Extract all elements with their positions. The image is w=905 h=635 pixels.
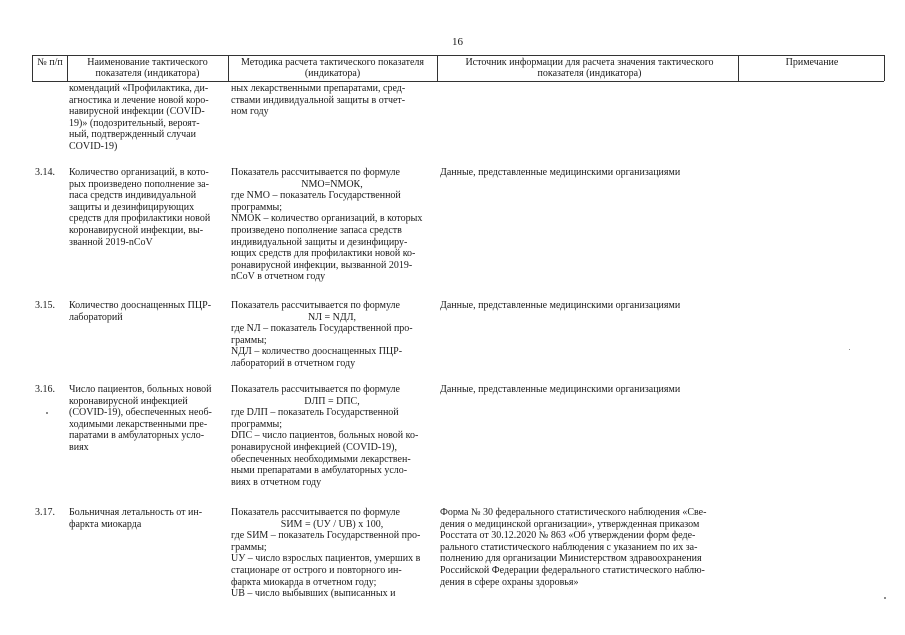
formula: SИМ = (UУ / UВ) х 100, bbox=[280, 518, 384, 530]
row-number: 3.15. bbox=[35, 300, 55, 311]
header-calculation-method: Методика расчета тактического показателя (индикатора) bbox=[240, 57, 425, 79]
header-divider bbox=[437, 55, 438, 81]
scan-speck bbox=[849, 349, 850, 350]
header-divider bbox=[738, 55, 739, 81]
formula: DЛП = DПС, bbox=[304, 395, 360, 407]
row-number: 3.17. bbox=[35, 507, 55, 518]
header-bottom-rule bbox=[32, 81, 884, 82]
row-number: 3.14. bbox=[35, 167, 55, 178]
calculation-method: Показатель рассчитывается по формуле NМО=NМОК, где NМО – показатель Государственной программы; NМОК – количество организаций, в которых произведено пополнение запаса средств индивидуальной защиты и дезинфициру- ющих средств для профилактики новой ко- ронавирусной инфекции, вызванной 2019- nCoV в отчетном году bbox=[231, 167, 433, 283]
header-top-rule bbox=[32, 55, 884, 56]
indicator-name: Число пациентов, больных новой коронавирусной инфекцией (COVID-19), обеспеченных необ- ходимыми лекарственными пре- паратами в амбулаторных усло- виях bbox=[69, 384, 212, 453]
continuation-calculation-method: ных лекарственными препаратами, сред- ствами индивидуальной защиты в отчет- ном году bbox=[231, 83, 406, 118]
calculation-method: Показатель рассчитывается по формуле NЛ = NДЛ, где NЛ – показатель Государственной про- граммы; NДЛ – количество дооснащенных ПЦР- лабораторий в отчетном году bbox=[231, 300, 433, 370]
information-source: Данные, представленные медицинскими организациями bbox=[440, 167, 681, 178]
page-number: 16 bbox=[452, 36, 463, 48]
indicator-name: Количество дооснащенных ПЦР- лабораторий bbox=[69, 300, 212, 323]
header-divider bbox=[67, 55, 68, 81]
formula: NЛ = NДЛ, bbox=[308, 311, 356, 323]
continuation-indicator-name: комендаций «Профилактика, ди- агностика и лечение новой коро- навирусной инфекции (COVID- 19)» (подозрительный, вероят- ный, подтвержденный случаи COVID-19) bbox=[69, 83, 209, 152]
scan-speck bbox=[884, 597, 886, 599]
information-source: Форма № 30 федерального статистического наблюдения «Све- дения о медицинской организации», утвержденная приказом Росстата от 30.12.2020 № 863 «Об утверждении форм феде- рального статистического наблюдения с указанием по их за- полнению для организации Министерством здравоохранения Российской Федерации федерального статистического наблю- дения в сфере охраны здоровья» bbox=[440, 507, 707, 588]
information-source: Данные, представленные медицинскими организациями bbox=[440, 384, 681, 395]
scan-speck bbox=[46, 412, 48, 414]
calculation-method: Показатель рассчитывается по формуле SИМ = (UУ / UВ) х 100, где SИМ – показатель Государственной про- граммы; UУ – число взрослых пациентов, умерших в стационаре от острого и повторного ин- фаркта миокарда в отчетном году; UВ – число выбывших (выписанных и bbox=[231, 507, 433, 600]
formula: NМО=NМОК, bbox=[301, 178, 363, 190]
header-indicator-name: Наименование тактического показателя (индикатора) bbox=[87, 57, 208, 79]
header-note: Примечание bbox=[785, 57, 839, 68]
indicator-name: Больничная летальность от ин- фаркта миокарда bbox=[69, 507, 203, 530]
header-number: № п/п bbox=[37, 57, 63, 68]
row-number: 3.16. bbox=[35, 384, 55, 395]
header-divider bbox=[228, 55, 229, 81]
indicator-name: Количество организаций, в кото- рых произведено пополнение за- паса средств индивидуальной защиты и дезинфицирующих средств для профилактики новой коронавирусной инфекции, вы- званной 2019-nCoV bbox=[69, 167, 211, 248]
header-divider bbox=[884, 55, 885, 81]
header-information-source: Источник информации для расчета значения тактического показателя (индикатора) bbox=[465, 57, 714, 79]
calculation-method: Показатель рассчитывается по формуле DЛП = DПС, где DЛП – показатель Государственной программы; DПС – число пациентов, больных новой ко- ронавирусной инфекцией (COVID-19), обеспеченных необходимыми лекарствен- ными препаратами в амбулаторных усло- виях в отчетном году bbox=[231, 384, 433, 488]
information-source: Данные, представленные медицинскими организациями bbox=[440, 300, 681, 311]
